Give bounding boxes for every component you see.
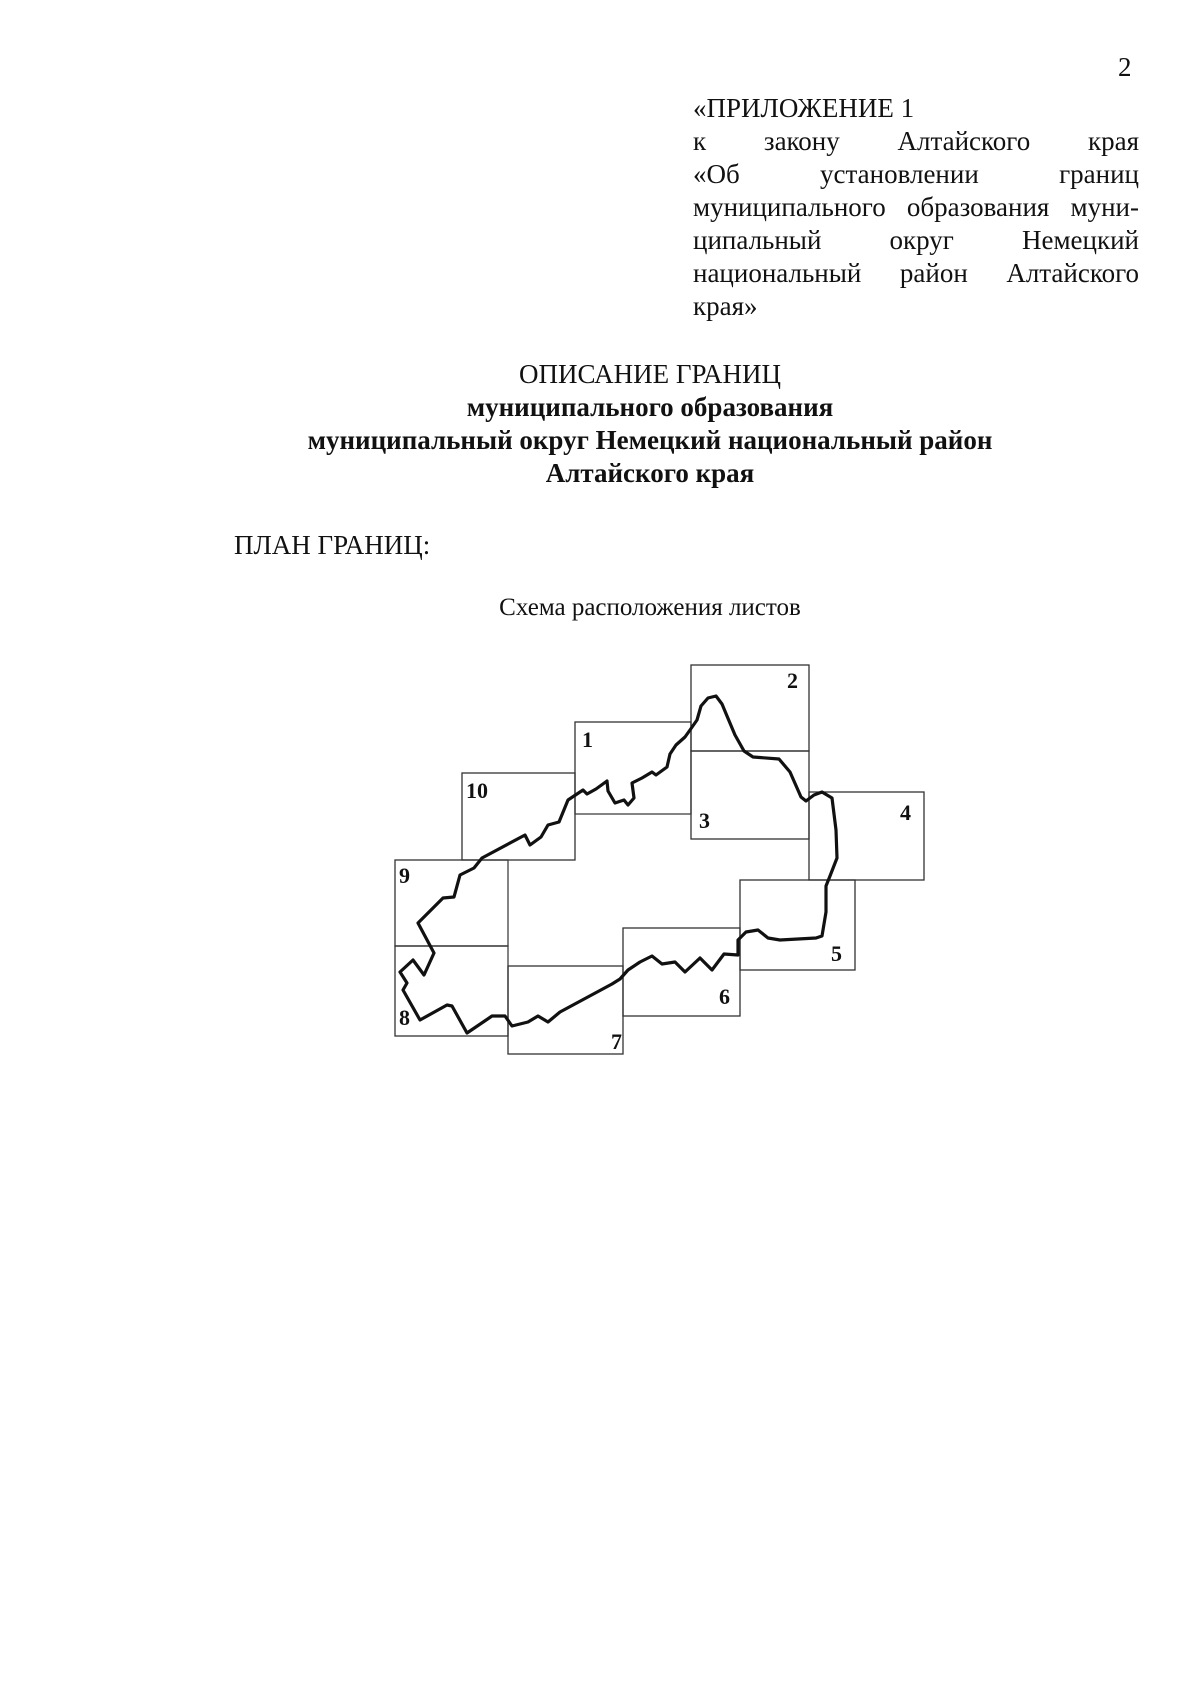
page-number: 2 [1118, 52, 1132, 82]
sheet-label-7: 7 [611, 1029, 622, 1054]
sheet-label-9: 9 [399, 863, 410, 888]
title-line-3: муниципальный округ Немецкий национальный район [307, 425, 993, 455]
scheme-caption: Схема расположения листов [499, 594, 801, 621]
appendix-line-1: «ПРИЛОЖЕНИЕ 1 [693, 93, 915, 123]
sheet-label-6: 6 [719, 984, 730, 1009]
title-line-2: муниципального образования [466, 392, 834, 422]
sheet-label-5: 5 [831, 941, 842, 966]
sheet-label-3: 3 [699, 808, 710, 833]
sheet-label-10: 10 [466, 778, 488, 803]
sheet-label-4: 4 [900, 800, 911, 825]
appendix-line-3: «Об установлении границ [693, 159, 1139, 189]
appendix-line-4: муниципального образования муни- [693, 192, 1139, 222]
appendix-line-2: к закону Алтайского края [693, 126, 1139, 156]
appendix-line-5: ципальный округ Немецкий [693, 225, 1139, 255]
title-line-4: Алтайского края [545, 458, 755, 488]
sheet-label-2: 2 [787, 668, 798, 693]
plan-heading: ПЛАН ГРАНИЦ: [234, 530, 431, 560]
appendix-line-6: национальный район Алтайского [693, 258, 1139, 288]
sheet-frame-9 [395, 860, 508, 946]
sheet-label-1: 1 [582, 727, 593, 752]
title-line-1: ОПИСАНИЕ ГРАНИЦ [518, 359, 782, 389]
sheet-label-8: 8 [399, 1005, 410, 1030]
district-boundary [400, 696, 837, 1033]
appendix-line-7: края» [693, 291, 758, 321]
